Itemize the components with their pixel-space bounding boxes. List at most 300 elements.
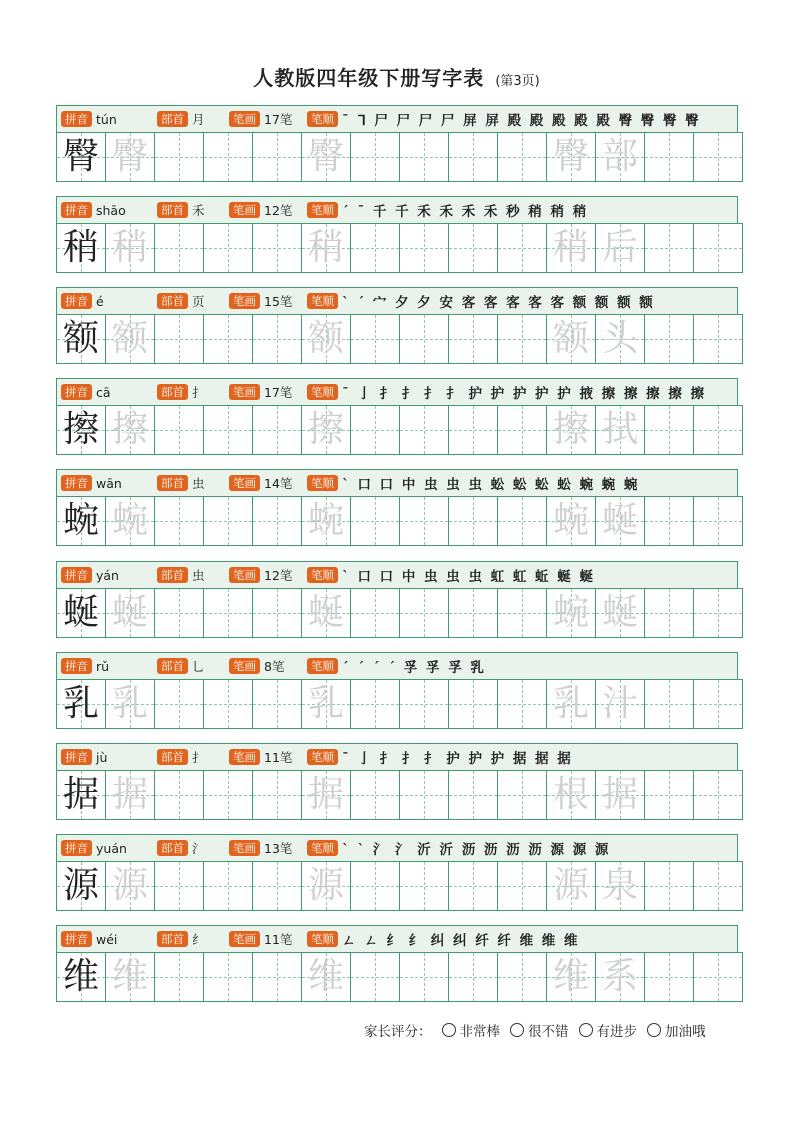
writing-cell[interactable]	[155, 314, 204, 364]
stroke-order-field	[307, 839, 733, 857]
writing-cell[interactable]	[400, 496, 449, 546]
writing-cell[interactable]	[351, 223, 400, 273]
writing-cell[interactable]	[596, 314, 645, 364]
writing-grid	[56, 679, 743, 729]
radical-value: 虫	[192, 476, 205, 491]
rating-option-label: 非常棒	[459, 1024, 500, 1040]
example-word-character: 汁	[601, 683, 638, 724]
writing-cell[interactable]	[106, 496, 155, 546]
stroke-count-value: 15笔	[264, 294, 293, 309]
writing-cell[interactable]	[253, 405, 302, 455]
model-character: 擦	[62, 409, 99, 450]
writing-cell[interactable]	[547, 132, 596, 182]
writing-cell[interactable]	[596, 770, 645, 820]
writing-cell[interactable]	[204, 952, 253, 1002]
writing-cell[interactable]	[694, 405, 743, 455]
radical-badge: 部首	[157, 111, 188, 127]
radical-badge: 部首	[157, 293, 188, 309]
pinyin-value: yuán	[96, 840, 127, 856]
pinyin-field	[61, 930, 117, 948]
page-title-area	[0, 62, 793, 91]
writing-cell[interactable]	[302, 314, 351, 364]
stroke-count-badge: 笔画	[229, 384, 260, 400]
stroke-count-value: 11笔	[264, 750, 293, 765]
writing-cell[interactable]	[498, 770, 547, 820]
writing-cell[interactable]	[596, 588, 645, 638]
stroke-order-sequence: ˊ ˉ 千 千 禾 禾 禾 禾 秒 稍 稍 稍	[342, 204, 589, 220]
writing-cell[interactable]	[106, 770, 155, 820]
character-info-bar	[56, 469, 738, 497]
writing-cell[interactable]	[547, 952, 596, 1002]
writing-cell[interactable]	[351, 679, 400, 729]
stroke-count-field	[229, 930, 292, 948]
writing-cell[interactable]	[645, 861, 694, 911]
writing-cell[interactable]	[400, 679, 449, 729]
writing-cell[interactable]	[449, 679, 498, 729]
trace-character: 维	[307, 956, 344, 997]
stroke-order-badge: 笔顺	[307, 749, 338, 765]
writing-cell[interactable]	[106, 861, 155, 911]
writing-grid	[56, 861, 743, 911]
radical-field	[157, 657, 205, 675]
pinyin-value: tún	[96, 111, 117, 127]
example-word-character: 擦	[552, 409, 589, 450]
example-word-character: 系	[601, 956, 638, 997]
example-word-character: 后	[601, 227, 638, 268]
writing-cell[interactable]	[155, 223, 204, 273]
pinyin-badge: 拼音	[61, 293, 92, 309]
pinyin-value: wéi	[96, 931, 118, 947]
rating-option-radio-3[interactable]	[647, 1023, 661, 1037]
character-block	[56, 287, 738, 366]
trace-character: 据	[111, 774, 148, 815]
stroke-order-field	[307, 566, 733, 584]
stroke-order-field	[307, 474, 733, 492]
writing-cell[interactable]	[302, 770, 351, 820]
writing-cell[interactable]	[498, 588, 547, 638]
stroke-count-badge: 笔画	[229, 567, 260, 583]
example-word-character: 额	[552, 318, 589, 359]
character-block	[56, 105, 738, 184]
writing-cell[interactable]	[498, 132, 547, 182]
writing-cell[interactable]	[596, 861, 645, 911]
trace-character: 源	[307, 865, 344, 906]
writing-cell[interactable]	[645, 588, 694, 638]
trace-character: 源	[111, 865, 148, 906]
example-word-character: 拭	[601, 409, 638, 450]
writing-cell[interactable]	[596, 132, 645, 182]
writing-cell[interactable]	[694, 496, 743, 546]
writing-cell[interactable]	[449, 588, 498, 638]
writing-cell[interactable]	[596, 223, 645, 273]
writing-cell[interactable]	[400, 770, 449, 820]
writing-cell[interactable]	[155, 588, 204, 638]
writing-cell[interactable]	[155, 132, 204, 182]
writing-cell[interactable]	[645, 952, 694, 1002]
writing-cell[interactable]	[351, 405, 400, 455]
pinyin-badge: 拼音	[61, 658, 92, 674]
writing-cell[interactable]	[449, 223, 498, 273]
stroke-count-value: 17笔	[264, 385, 293, 400]
pinyin-badge: 拼音	[61, 475, 92, 491]
writing-cell[interactable]	[155, 679, 204, 729]
example-word-character: 蜿	[552, 592, 589, 633]
writing-cell[interactable]	[694, 132, 743, 182]
stroke-order-field	[307, 383, 733, 401]
pinyin-badge: 拼音	[61, 749, 92, 765]
writing-cell[interactable]	[645, 679, 694, 729]
stroke-count-value: 17笔	[264, 112, 293, 127]
writing-cell[interactable]	[645, 496, 694, 546]
character-block	[56, 834, 738, 913]
stroke-order-field	[307, 930, 733, 948]
writing-cell[interactable]	[498, 861, 547, 911]
stroke-count-badge: 笔画	[229, 749, 260, 765]
writing-cell[interactable]	[57, 952, 106, 1002]
writing-cell[interactable]	[155, 952, 204, 1002]
example-word-character: 维	[552, 956, 589, 997]
stroke-order-field	[307, 292, 733, 310]
writing-cell[interactable]	[155, 770, 204, 820]
radical-badge: 部首	[157, 840, 188, 856]
stroke-count-field	[229, 474, 292, 492]
example-word-character: 泉	[601, 865, 638, 906]
example-word-character: 蜒	[601, 500, 638, 541]
writing-cell[interactable]	[351, 861, 400, 911]
writing-cell[interactable]	[57, 679, 106, 729]
pinyin-field	[61, 474, 122, 492]
writing-cell[interactable]	[204, 223, 253, 273]
writing-cell[interactable]	[57, 588, 106, 638]
trace-character: 额	[307, 318, 344, 359]
stroke-count-badge: 笔画	[229, 111, 260, 127]
model-character: 稍	[62, 227, 99, 268]
trace-character: 乳	[111, 683, 148, 724]
writing-cell[interactable]	[302, 223, 351, 273]
radical-badge: 部首	[157, 475, 188, 491]
writing-cell[interactable]	[596, 496, 645, 546]
writing-cell[interactable]	[547, 770, 596, 820]
example-word-character: 臀	[552, 136, 589, 177]
writing-cell[interactable]	[498, 496, 547, 546]
rating-option-label: 有进步	[596, 1024, 637, 1040]
writing-cell[interactable]	[351, 588, 400, 638]
pinyin-badge: 拼音	[61, 931, 92, 947]
writing-cell[interactable]	[57, 132, 106, 182]
pinyin-field	[61, 110, 117, 128]
stroke-order-field	[307, 657, 733, 675]
rating-option-radio-2[interactable]	[579, 1023, 593, 1037]
writing-cell[interactable]	[204, 496, 253, 546]
character-info-bar	[56, 834, 738, 862]
writing-cell[interactable]	[645, 132, 694, 182]
pinyin-value: jù	[96, 749, 108, 765]
writing-cell[interactable]	[694, 588, 743, 638]
stroke-count-field	[229, 657, 284, 675]
rating-option-radio-1[interactable]	[510, 1023, 524, 1037]
writing-grid	[56, 770, 743, 820]
writing-cell[interactable]	[400, 405, 449, 455]
stroke-count-badge: 笔画	[229, 475, 260, 491]
writing-cell[interactable]	[449, 861, 498, 911]
writing-cell[interactable]	[253, 314, 302, 364]
pinyin-value: cā	[96, 384, 111, 400]
writing-cell[interactable]	[106, 405, 155, 455]
writing-cell[interactable]	[694, 952, 743, 1002]
writing-cell[interactable]	[449, 314, 498, 364]
stroke-order-sequence: ˊ ˊ ˊ ˊ 孚 孚 孚 乳	[342, 660, 486, 676]
writing-cell[interactable]	[155, 405, 204, 455]
model-character: 源	[62, 865, 99, 906]
writing-cell[interactable]	[253, 770, 302, 820]
writing-cell[interactable]	[547, 679, 596, 729]
writing-cell[interactable]	[351, 770, 400, 820]
writing-cell[interactable]	[596, 952, 645, 1002]
stroke-count-value: 12笔	[264, 203, 293, 218]
character-block	[56, 652, 738, 731]
writing-cell[interactable]	[547, 496, 596, 546]
writing-cell[interactable]	[694, 679, 743, 729]
writing-cell[interactable]	[498, 223, 547, 273]
writing-cell[interactable]	[645, 770, 694, 820]
writing-cell[interactable]	[400, 223, 449, 273]
writing-cell[interactable]	[351, 314, 400, 364]
model-character: 蜒	[62, 592, 99, 633]
example-word-character: 蜿	[552, 500, 589, 541]
writing-cell[interactable]	[400, 588, 449, 638]
radical-badge: 部首	[157, 658, 188, 674]
pinyin-value: shāo	[96, 202, 126, 218]
writing-cell[interactable]	[155, 861, 204, 911]
writing-cell[interactable]	[400, 861, 449, 911]
radical-badge: 部首	[157, 749, 188, 765]
stroke-count-field	[229, 292, 292, 310]
trace-character: 据	[307, 774, 344, 815]
writing-cell[interactable]	[400, 952, 449, 1002]
writing-cell[interactable]	[57, 770, 106, 820]
rating-option-label: 很不错	[528, 1024, 569, 1040]
writing-cell[interactable]	[449, 405, 498, 455]
radical-badge: 部首	[157, 384, 188, 400]
trace-character: 臀	[111, 136, 148, 177]
writing-cell[interactable]	[253, 952, 302, 1002]
trace-character: 蜒	[307, 592, 344, 633]
writing-grid	[56, 588, 743, 638]
writing-cell[interactable]	[645, 223, 694, 273]
writing-cell[interactable]	[694, 223, 743, 273]
pinyin-value: rǔ	[96, 658, 110, 674]
writing-cell[interactable]	[449, 952, 498, 1002]
writing-cell[interactable]	[449, 770, 498, 820]
writing-cell[interactable]	[547, 223, 596, 273]
writing-cell[interactable]	[106, 223, 155, 273]
writing-cell[interactable]	[106, 588, 155, 638]
writing-cell[interactable]	[302, 405, 351, 455]
writing-cell[interactable]	[204, 132, 253, 182]
writing-grid	[56, 223, 743, 273]
writing-cell[interactable]	[253, 132, 302, 182]
stroke-count-value: 8笔	[264, 659, 285, 674]
parent-rating	[364, 1020, 706, 1040]
stroke-order-badge: 笔顺	[307, 293, 338, 309]
stroke-order-badge: 笔顺	[307, 111, 338, 127]
writing-cell[interactable]	[498, 314, 547, 364]
writing-cell[interactable]	[57, 861, 106, 911]
trace-character: 稍	[307, 227, 344, 268]
example-word-character: 据	[601, 774, 638, 815]
rating-option-radio-0[interactable]	[442, 1023, 456, 1037]
stroke-count-field	[229, 383, 292, 401]
page-subtitle: (第3页)	[495, 74, 540, 89]
character-block	[56, 196, 738, 275]
pinyin-badge: 拼音	[61, 111, 92, 127]
trace-character: 臀	[307, 136, 344, 177]
pinyin-field	[61, 748, 107, 766]
character-block	[56, 378, 738, 457]
radical-value: 纟	[192, 932, 205, 947]
stroke-order-sequence: ˉ 亅 扌 扌 扌 护 护 护 据 据 据	[342, 751, 573, 767]
example-word-character: 头	[601, 318, 638, 359]
writing-cell[interactable]	[351, 496, 400, 546]
writing-cell[interactable]	[302, 952, 351, 1002]
radical-field	[157, 566, 205, 584]
radical-field	[157, 110, 205, 128]
writing-cell[interactable]	[547, 588, 596, 638]
writing-cell[interactable]	[694, 314, 743, 364]
stroke-count-value: 12笔	[264, 568, 293, 583]
character-info-bar	[56, 743, 738, 771]
writing-cell[interactable]	[694, 770, 743, 820]
stroke-order-sequence: ˋ ˊ 宀 夕 夕 安 客 客 客 客 客 额 额 额 额	[342, 295, 655, 311]
writing-cell[interactable]	[547, 405, 596, 455]
character-info-bar	[56, 561, 738, 589]
writing-cell[interactable]	[302, 132, 351, 182]
writing-cell[interactable]	[155, 496, 204, 546]
writing-cell[interactable]	[57, 496, 106, 546]
writing-cell[interactable]	[302, 679, 351, 729]
radical-field	[157, 474, 205, 492]
character-info-bar	[56, 105, 738, 133]
stroke-count-badge: 笔画	[229, 202, 260, 218]
writing-cell[interactable]	[596, 679, 645, 729]
writing-cell[interactable]	[204, 405, 253, 455]
writing-cell[interactable]	[204, 861, 253, 911]
writing-cell[interactable]	[400, 314, 449, 364]
writing-cell[interactable]	[302, 588, 351, 638]
radical-value: 扌	[192, 385, 205, 400]
stroke-count-field	[229, 110, 292, 128]
writing-cell[interactable]	[253, 588, 302, 638]
writing-cell[interactable]	[547, 314, 596, 364]
writing-cell[interactable]	[106, 679, 155, 729]
stroke-order-badge: 笔顺	[307, 567, 338, 583]
stroke-count-value: 11笔	[264, 932, 293, 947]
pinyin-badge: 拼音	[61, 840, 92, 856]
pinyin-value: wān	[96, 475, 122, 491]
writing-cell[interactable]	[204, 314, 253, 364]
radical-value: 氵	[192, 841, 205, 856]
writing-cell[interactable]	[694, 861, 743, 911]
pinyin-badge: 拼音	[61, 384, 92, 400]
writing-cell[interactable]	[596, 405, 645, 455]
writing-cell[interactable]	[204, 770, 253, 820]
writing-cell[interactable]	[400, 132, 449, 182]
radical-field	[157, 930, 205, 948]
pinyin-field	[61, 201, 126, 219]
writing-cell[interactable]	[253, 861, 302, 911]
writing-cell[interactable]	[253, 496, 302, 546]
writing-cell[interactable]	[57, 223, 106, 273]
pinyin-field	[61, 383, 111, 401]
writing-cell[interactable]	[253, 223, 302, 273]
character-info-bar	[56, 287, 738, 315]
page-title: 人教版四年级下册写字表	[253, 66, 485, 90]
writing-cell[interactable]	[204, 588, 253, 638]
stroke-count-badge: 笔画	[229, 840, 260, 856]
stroke-order-badge: 笔顺	[307, 202, 338, 218]
trace-character: 蜿	[111, 500, 148, 541]
writing-cell[interactable]	[57, 405, 106, 455]
trace-character: 乳	[307, 683, 344, 724]
pinyin-field	[61, 657, 109, 675]
character-info-bar	[56, 196, 738, 224]
pinyin-field	[61, 292, 104, 310]
writing-cell[interactable]	[302, 861, 351, 911]
radical-badge: 部首	[157, 202, 188, 218]
stroke-order-badge: 笔顺	[307, 475, 338, 491]
character-info-bar	[56, 925, 738, 953]
model-character: 臀	[62, 136, 99, 177]
writing-cell[interactable]	[351, 952, 400, 1002]
stroke-count-badge: 笔画	[229, 931, 260, 947]
writing-cell[interactable]	[204, 679, 253, 729]
stroke-order-sequence: ˋ 口 口 中 虫 虫 虫 虹 虹 蚯 蜒 蜒	[342, 569, 595, 585]
stroke-order-badge: 笔顺	[307, 840, 338, 856]
radical-value: 乚	[192, 659, 205, 674]
writing-cell[interactable]	[302, 496, 351, 546]
writing-cell[interactable]	[57, 314, 106, 364]
writing-cell[interactable]	[106, 314, 155, 364]
writing-cell[interactable]	[498, 405, 547, 455]
writing-cell[interactable]	[106, 952, 155, 1002]
character-block	[56, 561, 738, 640]
trace-character: 维	[111, 956, 148, 997]
trace-character: 稍	[111, 227, 148, 268]
writing-cell[interactable]	[351, 132, 400, 182]
example-word-character: 乳	[552, 683, 589, 724]
writing-grid	[56, 496, 743, 546]
stroke-order-badge: 笔顺	[307, 658, 338, 674]
writing-cell[interactable]	[498, 679, 547, 729]
writing-cell[interactable]	[449, 496, 498, 546]
stroke-count-value: 13笔	[264, 841, 293, 856]
stroke-order-sequence: ˉ ᒣ 尸 尸 尸 尸 屏 屏 殿 殿 殿 殿 殿 臀 臀 臀 臀	[342, 113, 701, 129]
writing-cell[interactable]	[106, 132, 155, 182]
writing-cell[interactable]	[449, 132, 498, 182]
writing-cell[interactable]	[253, 679, 302, 729]
writing-grid	[56, 132, 743, 182]
writing-cell[interactable]	[645, 405, 694, 455]
writing-grid	[56, 405, 743, 455]
stroke-order-sequence: ˋ ˋ 氵 氵 沂 沂 沥 沥 沥 沥 源 源 源	[342, 842, 611, 858]
radical-value: 扌	[192, 750, 205, 765]
radical-value: 月	[192, 112, 205, 127]
writing-cell[interactable]	[498, 952, 547, 1002]
pinyin-field	[61, 839, 127, 857]
stroke-order-sequence: ˋ 口 口 中 虫 虫 虫 蚣 蚣 蚣 蚣 蜿 蜿 蜿	[342, 477, 640, 493]
writing-cell[interactable]	[645, 314, 694, 364]
writing-cell[interactable]	[547, 861, 596, 911]
